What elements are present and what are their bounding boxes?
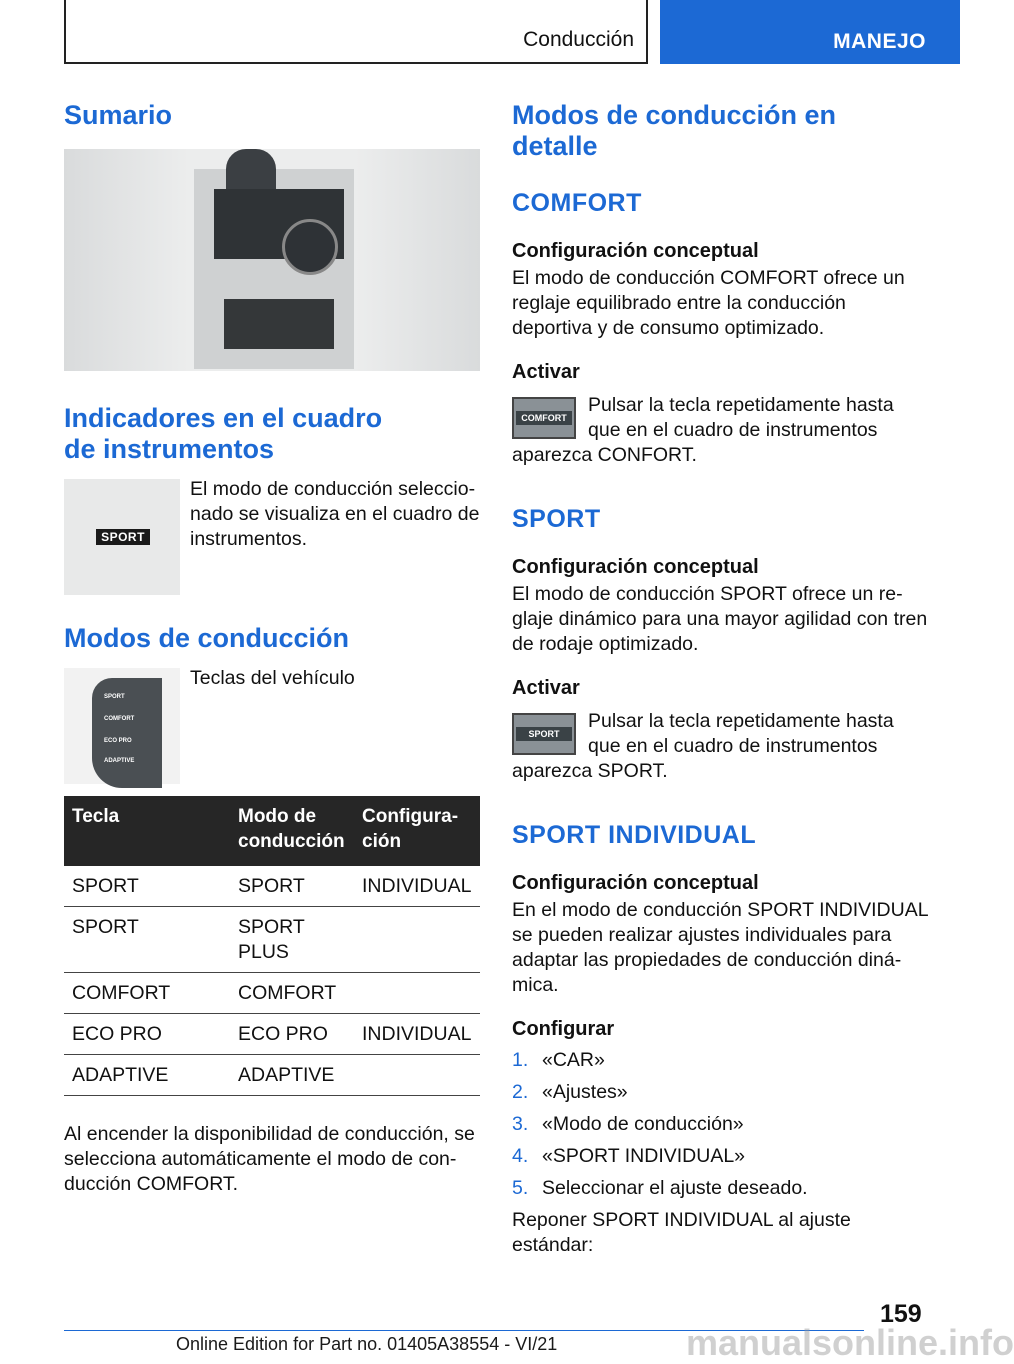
teclas-text: Teclas del vehículo bbox=[190, 667, 355, 689]
section-title: Conducción bbox=[523, 28, 634, 51]
sport-concept-heading: Configuración conceptual bbox=[512, 556, 759, 578]
key-label-sport: SPORT bbox=[104, 694, 125, 700]
right-column bbox=[512, 100, 928, 1258]
sumario-heading: Sumario bbox=[64, 100, 173, 130]
configurar-steps bbox=[512, 1048, 928, 1201]
sport-concept-text: El modo de conducción SPORT ofrece un reglaje dinámico para una mayor agilidad con tren de rodaje optimizado. bbox=[512, 583, 928, 655]
sport-activar-block bbox=[512, 709, 928, 784]
comfort-concept-text: El modo de conducción COMFORT ofrece un reglaje equilibrado entre la conducción deportiva y de consumo optimizado. bbox=[512, 267, 905, 339]
configurar-heading: Configurar bbox=[512, 1018, 615, 1040]
comfort-button-image: COMFORT bbox=[512, 397, 576, 439]
sport-activar-heading: Activar bbox=[512, 677, 580, 699]
sport-badge: SPORT bbox=[96, 529, 150, 545]
indicadores-text: El modo de conducción seleccionado se visualiza en el cuadro de instrumentos. bbox=[190, 478, 480, 550]
reset-text: Reponer SPORT INDIVIDUAL al ajuste estándar: bbox=[512, 1209, 851, 1256]
list-item: 5. Seleccionar el ajuste deseado. bbox=[512, 1177, 808, 1199]
table-row: SPORT SPORT PLUS bbox=[64, 907, 480, 973]
sport-display-image bbox=[64, 479, 180, 595]
chapter-tab[interactable]: MANEJO bbox=[660, 0, 960, 64]
table-header-modo: Modo de conducción bbox=[230, 796, 354, 866]
table-row: ADAPTIVE ADAPTIVE bbox=[64, 1055, 480, 1096]
indicadores-heading: Indicadores en el cuadro de instrumentos bbox=[64, 403, 383, 464]
detail-heading: Modos de conducción en detalle bbox=[512, 100, 837, 161]
individual-heading: SPORT INDIVIDUAL bbox=[512, 821, 757, 849]
table-header-tecla: Tecla bbox=[64, 796, 230, 866]
table-header-config: Configuración bbox=[354, 796, 480, 866]
modos-heading: Modos de conducción bbox=[64, 623, 350, 653]
key-label-adaptive: ADAPTIVE bbox=[104, 758, 135, 764]
sport-activar-text: Pulsar la tecla repetidamente hasta que en el cuadro de instrumentos aparezca SPORT. bbox=[512, 710, 894, 782]
comfort-activar-heading: Activar bbox=[512, 361, 580, 383]
closing-text: Al encender la disponibilidad de conducción, se selecciona automáticamente el modo de conducción COMFORT. bbox=[64, 1123, 475, 1195]
comfort-activar-text: Pulsar la tecla repetidamente hasta que en el cuadro de instrumentos aparezca CONFORT. bbox=[512, 394, 894, 466]
teclas-block bbox=[64, 668, 480, 784]
list-item: 3. «Modo de conducción» bbox=[512, 1113, 744, 1135]
console-image bbox=[64, 149, 480, 371]
individual-concept-heading: Configuración conceptual bbox=[512, 872, 759, 894]
table-row: SPORT SPORT INDIVIDUAL bbox=[64, 866, 480, 907]
key-label-comfort: COMFORT bbox=[104, 716, 135, 722]
list-item: 2. «Ajustes» bbox=[512, 1081, 628, 1103]
modes-table bbox=[64, 796, 480, 1096]
list-item: 4. «SPORT INDIVIDUAL» bbox=[512, 1145, 746, 1167]
table-row: ECO PRO ECO PRO INDIVIDUAL bbox=[64, 1014, 480, 1055]
sport-button-image: SPORT bbox=[512, 713, 576, 755]
comfort-activar-block bbox=[512, 393, 928, 468]
header-frame bbox=[64, 0, 648, 64]
key-label-ecopro: ECO PRO bbox=[104, 738, 132, 744]
list-item: 1. «CAR» bbox=[512, 1049, 605, 1071]
individual-concept-text: En el modo de conducción SPORT INDIVIDUAL se pueden realizar ajustes individuales para adaptar las propiedades de conducción dinámica. bbox=[512, 899, 928, 996]
left-column bbox=[64, 100, 480, 1197]
comfort-heading: COMFORT bbox=[512, 189, 642, 217]
vehicle-keys-image bbox=[64, 668, 180, 784]
indicadores-block bbox=[64, 479, 480, 595]
sport-heading: SPORT bbox=[512, 505, 601, 533]
page-number: 159 bbox=[880, 1300, 922, 1328]
edition-text: Online Edition for Part no. 01405A38554 - VI/21 bbox=[176, 1334, 558, 1354]
table-row: COMFORT COMFORT bbox=[64, 973, 480, 1014]
watermark: manualsonline.info bbox=[686, 1322, 1014, 1363]
comfort-concept-heading: Configuración conceptual bbox=[512, 240, 759, 262]
